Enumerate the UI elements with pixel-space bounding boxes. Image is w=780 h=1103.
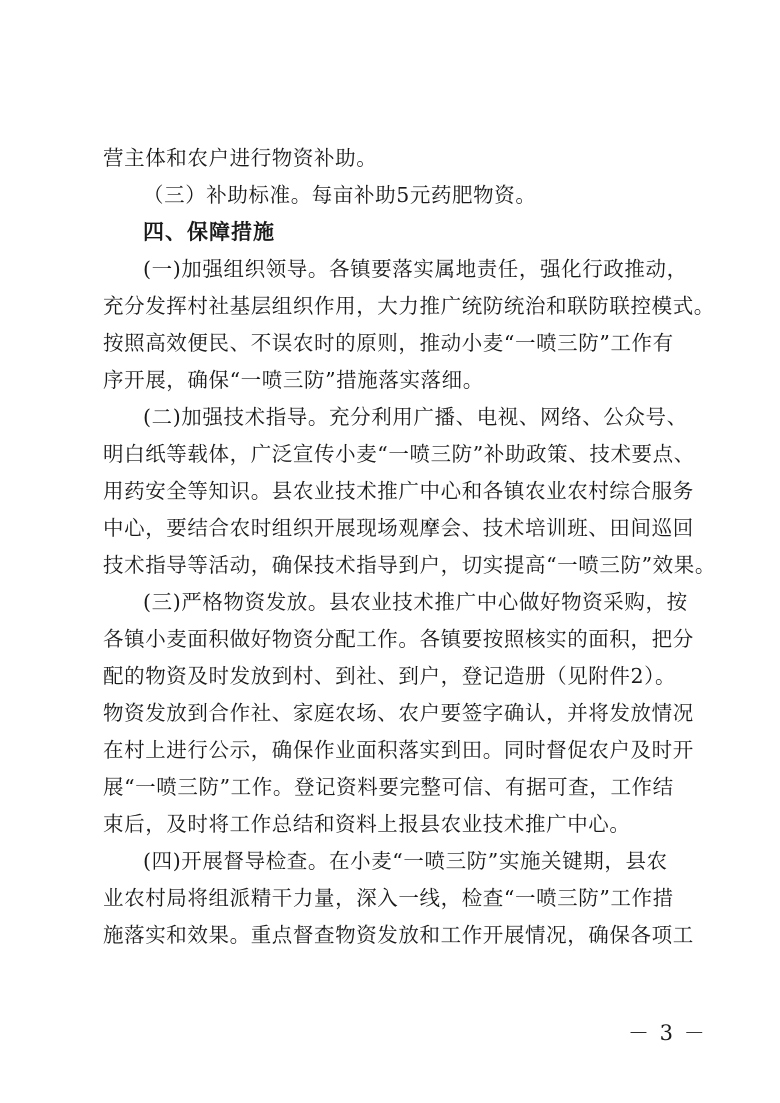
paragraph-line: 施落实和效果。重点督查物资发放和工作开展情况，确保各项工 xyxy=(103,923,694,947)
paragraph-line: 中心，要结合农时组织开展现场观摩会、技术培训班、田间巡回 xyxy=(103,516,694,540)
paragraph-line: （三）补助标准。每亩补助5元药肥物资。 xyxy=(143,183,537,207)
paragraph-line: 充分发挥村社基层组织作用，大力推广统防统治和联防联控模式。 xyxy=(103,294,715,318)
page-number: － 3 － xyxy=(628,1021,707,1045)
paragraph-line: 物资发放到合作社、家庭农场、农户要签字确认，并将发放情况 xyxy=(103,701,694,725)
section-heading: 四、保障措施 xyxy=(143,220,275,244)
paragraph-line: 展“一喷三防”工作。登记资料要完整可信、有据可查，工作结 xyxy=(103,775,674,799)
paragraph-line: 在村上进行公示，确保作业面积落实到田。同时督促农户及时开 xyxy=(103,738,694,762)
paragraph-line: 配的物资及时发放到村、到社、到户，登记造册（见附件2）。 xyxy=(103,664,677,688)
paragraph-line: 营主体和农户进行物资补助。 xyxy=(103,146,378,170)
paragraph-line: 业农村局将组派精干力量，深入一线，检查“一喷三防”工作措 xyxy=(103,886,674,910)
paragraph-line: 明白纸等载体，广泛宣传小麦“一喷三防”补助政策、技术要点、 xyxy=(103,442,695,466)
paragraph-line: (一)加强组织领导。各镇要落实属地责任，强化行政推动， xyxy=(143,257,688,281)
paragraph-line: 用药安全等知识。县农业技术推广中心和各镇农业农村综合服务 xyxy=(103,479,694,503)
paragraph-line: 序开展，确保“一喷三防”措施落实落细。 xyxy=(103,368,484,392)
paragraph-line: 技术指导等活动，确保技术指导到户，切实提高“一喷三防”效果。 xyxy=(103,553,716,577)
paragraph-line: 束后，及时将工作总结和资料上报县农业技术推广中心。 xyxy=(103,812,631,836)
paragraph-line: 按照高效便民、不误农时的原则，推动小麦“一喷三防”工作有 xyxy=(103,331,674,355)
paragraph-line: (三)严格物资发放。县农业技术推广中心做好物资采购，按 xyxy=(143,590,688,614)
paragraph-line: 各镇小麦面积做好物资分配工作。各镇要按照核实的面积，把分 xyxy=(103,627,694,651)
paragraph-line: (二)加强技术指导。充分利用广播、电视、网络、公众号、 xyxy=(143,405,688,429)
paragraph-line: (四)开展督导检查。在小麦“一喷三防”实施关键期，县农 xyxy=(143,849,668,873)
